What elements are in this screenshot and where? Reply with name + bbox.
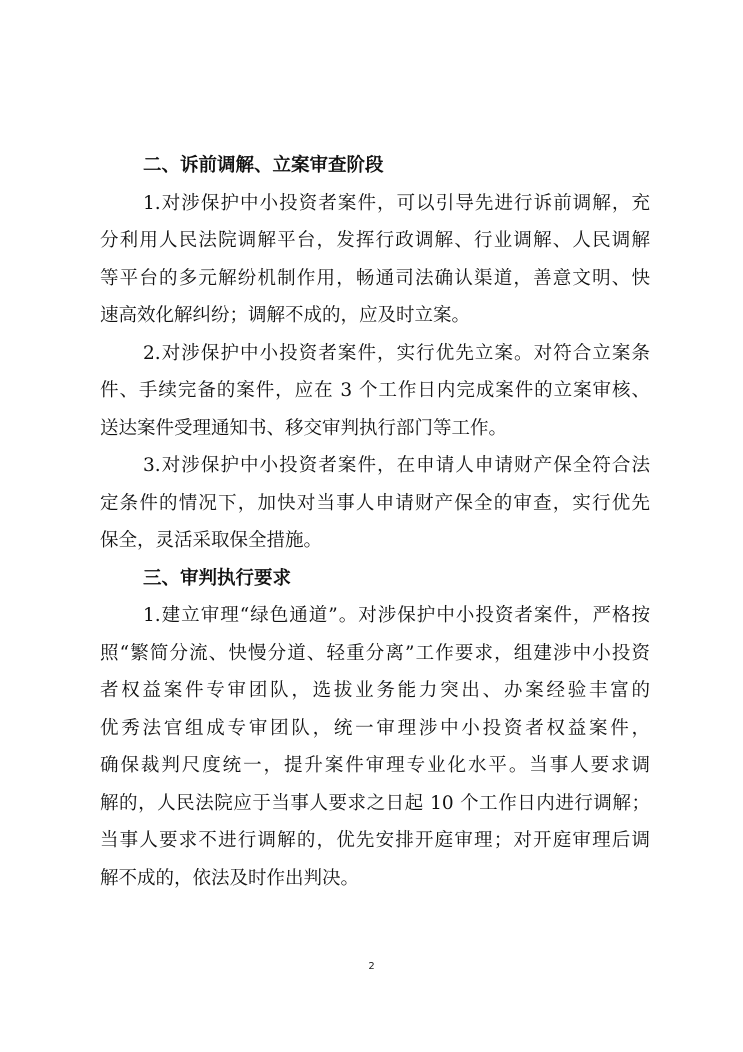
text-line: 1.建立审理“绿色通道”。对涉保护中小投资者案件，严格按 xyxy=(143,605,650,626)
text-line: 解的，人民法院应于当事人要求之日起 10 个工作日内进行调解； xyxy=(100,792,650,814)
text-line: 当事人要求不进行调解的，优先安排开庭审理；对开庭审理后调 xyxy=(100,830,650,851)
paragraph xyxy=(100,335,650,448)
page-number: 2 xyxy=(368,961,375,972)
text-line: 3.对涉保护中小投资者案件，在申请人申请财产保全符合法 xyxy=(143,455,650,476)
paragraph xyxy=(100,185,650,335)
text-line: 件、手续完备的案件，应在 3 个工作日内完成案件的立案审核、 xyxy=(100,380,650,401)
text-line: 送达案件受理通知书、移交审判执行部门等工作。 xyxy=(100,417,508,439)
paragraph xyxy=(100,597,650,897)
text-line: 解不成的，依法及时作出判决。 xyxy=(100,867,360,889)
text-line: 优秀法官组成专审团队，统一审理涉中小投资者权益案件， xyxy=(100,717,650,739)
text-line: 定条件的情况下，加快对当事人申请财产保全的审查，实行优先 xyxy=(100,492,650,514)
text-line: 保全，灵活采取保全措施。 xyxy=(100,530,323,551)
text-line: 1.对涉保护中小投资者案件，可以引导先进行诉前调解，充 xyxy=(143,192,650,214)
section-heading: 三、审判执行要求 xyxy=(143,567,292,589)
text-line: 照“繁简分流、快慢分道、轻重分离”工作要求，组建涉中小投资 xyxy=(100,642,650,664)
text-line: 确保裁判尺度统一，提升案件审理专业化水平。当事人要求调 xyxy=(100,755,650,776)
paragraph xyxy=(100,447,650,560)
text-line: 等平台的多元解纷机制作用，畅通司法确认渠道，善意文明、快 xyxy=(100,267,650,289)
document-body xyxy=(100,147,650,897)
text-line: 2.对涉保护中小投资者案件，实行优先立案。对符合立案条 xyxy=(143,342,650,364)
text-line: 分利用人民法院调解平台，发挥行政调解、行业调解、人民调解 xyxy=(100,230,650,251)
section-heading: 二、诉前调解、立案审查阶段 xyxy=(143,155,384,176)
text-line: 速高效化解纠纷；调解不成的，应及时立案。 xyxy=(100,305,471,326)
text-line: 者权益案件专审团队，选拔业务能力突出、办案经验丰富的 xyxy=(100,680,650,701)
